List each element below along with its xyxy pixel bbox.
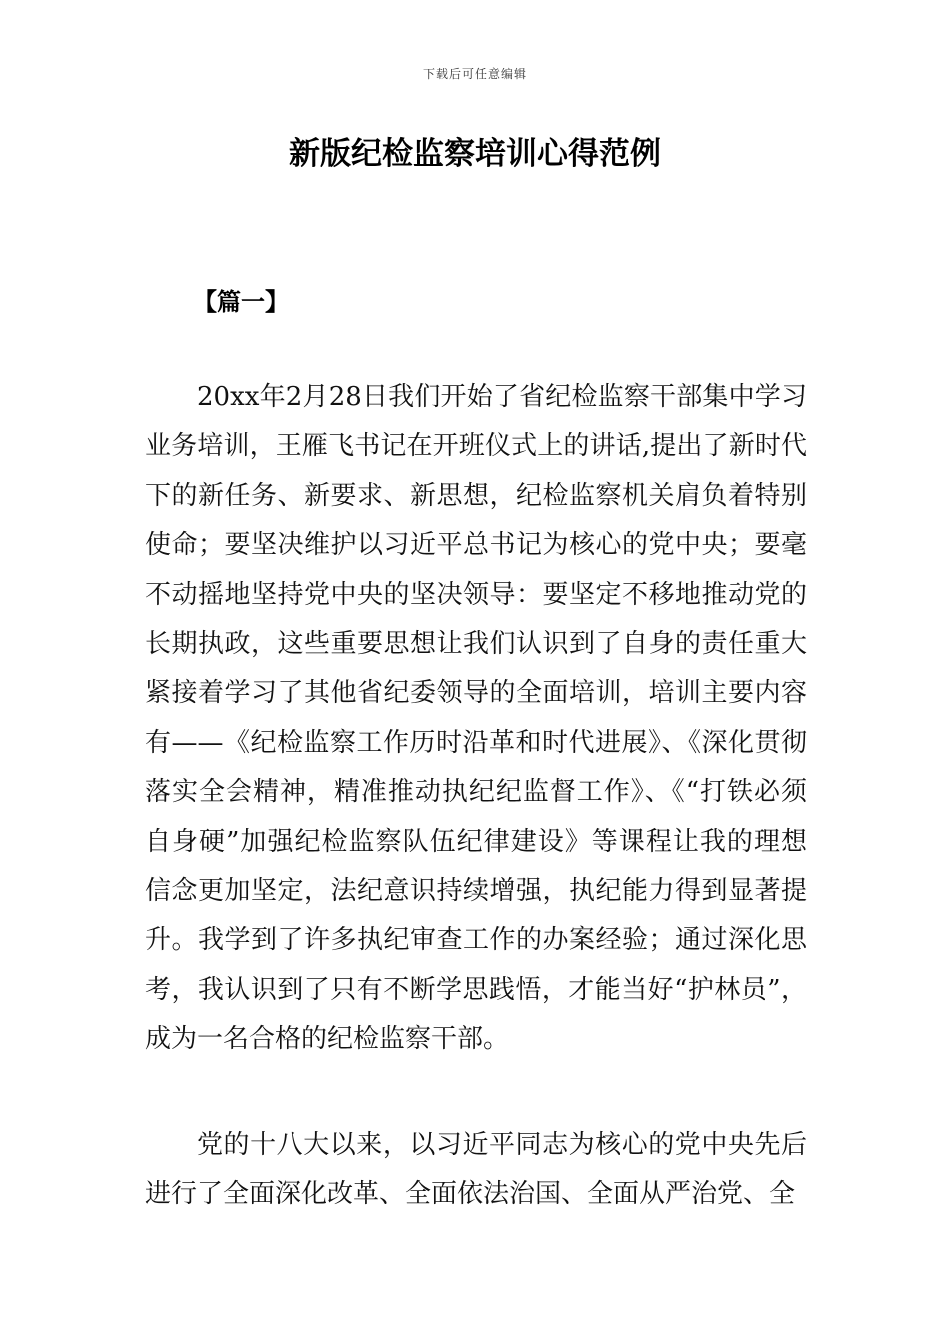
body-paragraph-2: 党的十八大以来，以习近平同志为核心的党中央先后进行了全面深化改革、全面依法治国、全面从严治党、全 <box>145 1130 807 1210</box>
body-paragraph-1: 20xx年2月28日我们开始了省纪检监察干部集中学习业务培训，王雁飞书记在开班仪式上的讲话,提出了新时代下的新任务、新要求、新思想，纪检监察机关肩负着特别使命；要坚决维护以习近平总书记为核心的党中央；要毫不动摇地坚持党中央的坚决领导：要坚定不移地推动党的长期执政，这些重要思想让我们认识到了自身的责任重大紧接着学习了其他省纪委领导的全面培训，培训主要内容有——《纪检监察工作历时沿革和时代进展》、《深化贯彻落实全会精神，精准推动执纪纪监督工作》、《“打铁必须自身硬”加强纪检监察队伍纪律建设》等课程让我的理想信念更加坚定，法纪意识持续增强，执纪能力得到显著提升。我学到了许多执纪审查工作的办案经验；通过深化思考，我认识到了只有不断学思践悟，才能当好“护林员”，成为一名合格的纪检监察干部。 <box>145 382 807 1055</box>
document-title: 新版纪检监察培训心得范例 <box>289 136 661 172</box>
section-label: 【篇一】 <box>193 288 289 316</box>
header-note: 下载后可任意编辑 <box>422 67 527 81</box>
